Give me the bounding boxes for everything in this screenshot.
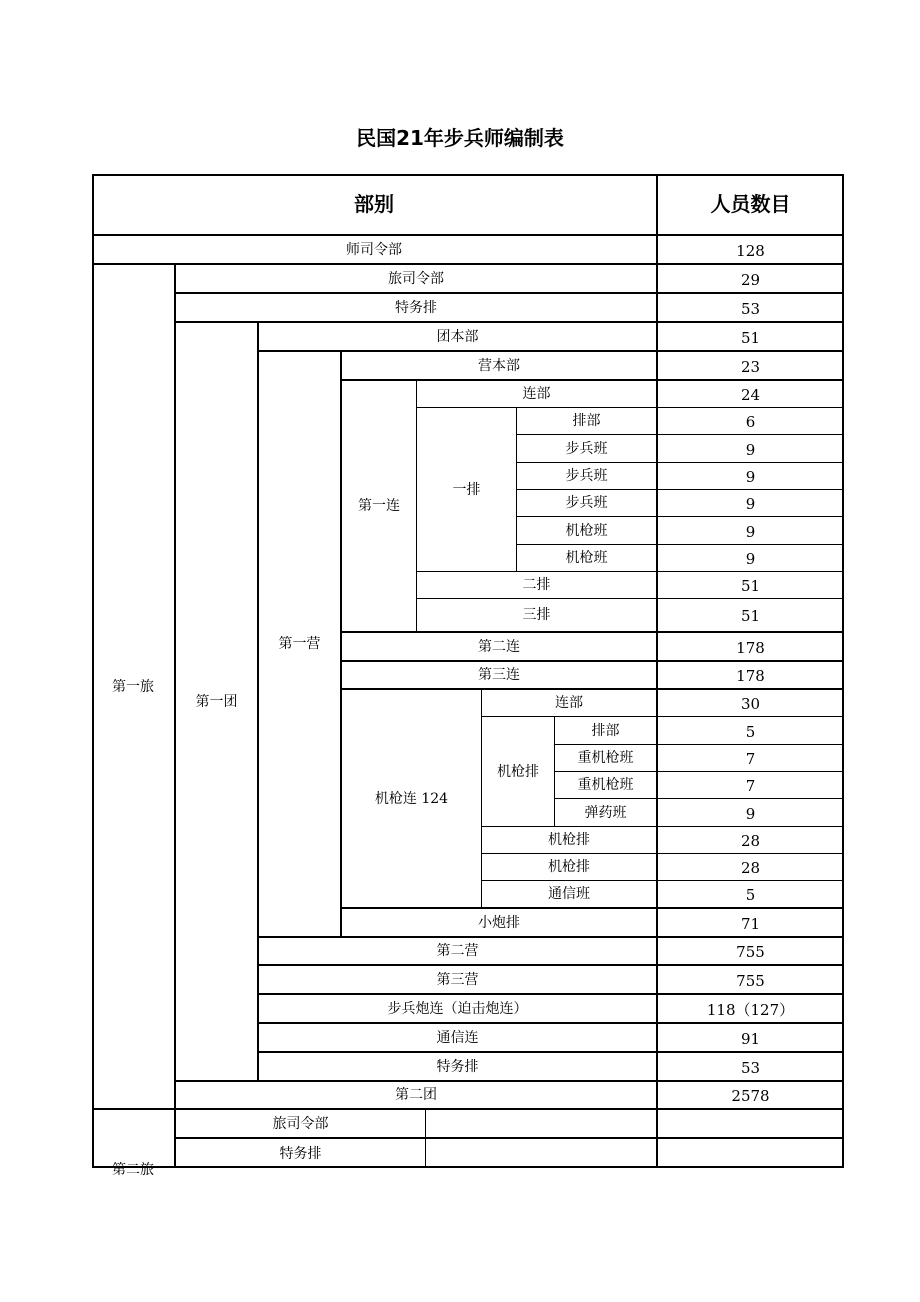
row-count: 29	[658, 265, 844, 294]
row-count: 91	[658, 1024, 844, 1053]
row-label: 机枪排	[482, 854, 658, 881]
row-label: 机枪班	[517, 517, 658, 545]
row-count: 5	[658, 717, 844, 745]
brigade-1-label: 第一旅	[92, 265, 176, 1110]
row-count: 51	[658, 599, 844, 633]
row-label: 机枪班	[517, 545, 658, 572]
row-count: 24	[658, 381, 844, 408]
row-count: 6	[658, 408, 844, 435]
row-count: 118（127）	[658, 995, 844, 1024]
row-label: 机枪排	[482, 827, 658, 854]
row-label: 旅司令部	[176, 1110, 426, 1139]
mg-company-label: 机枪连 124	[342, 690, 482, 909]
row-label: 特务排	[176, 1139, 426, 1168]
row-label: 旅司令部	[176, 265, 658, 294]
platoon-1-label: 一排	[417, 408, 517, 572]
row-label: 步兵班	[517, 490, 658, 517]
row-label: 第二营	[259, 938, 658, 966]
row-label: 连部	[417, 381, 658, 408]
row-count: 7	[658, 745, 844, 772]
row-count: 2578	[658, 1082, 844, 1110]
mg-platoon-label: 机枪排	[482, 717, 555, 827]
row-count: 9	[658, 517, 844, 545]
row-label: 步兵炮连（迫击炮连）	[259, 995, 658, 1024]
row-count: 71	[658, 909, 844, 938]
row-label: 重机枪班	[555, 745, 658, 772]
row-label: 重机枪班	[555, 772, 658, 799]
brigade-2-text: 第二旅	[112, 1162, 154, 1178]
header-count: 人员数目	[658, 174, 844, 236]
row-count: 9	[658, 463, 844, 490]
row-label: 步兵班	[517, 435, 658, 463]
row-label: 第二团	[176, 1082, 658, 1110]
row-count: 9	[658, 490, 844, 517]
row-label: 第三连	[342, 662, 658, 690]
row-count: 23	[658, 352, 844, 381]
row-label: 团本部	[259, 323, 658, 352]
row-label: 营本部	[342, 352, 658, 381]
organization-table	[92, 174, 844, 1178]
row-count: 178	[658, 633, 844, 662]
row-count: 755	[658, 938, 844, 966]
row-count: 9	[658, 545, 844, 572]
row-count: 7	[658, 772, 844, 799]
row-label: 特务排	[176, 294, 658, 323]
row-count: 128	[658, 236, 844, 265]
row-label: 第三营	[259, 966, 658, 995]
row-count: 53	[658, 294, 844, 323]
row-label: 师司令部	[92, 236, 658, 265]
row-label: 弹药班	[555, 799, 658, 827]
row-blank	[426, 1139, 658, 1168]
company-1-label: 第一连	[342, 381, 417, 633]
row-label: 三排	[417, 599, 658, 633]
row-count: 28	[658, 827, 844, 854]
brigade-2-label	[92, 1110, 176, 1178]
row-label: 通信连	[259, 1024, 658, 1053]
row-count	[658, 1139, 844, 1168]
row-count: 9	[658, 799, 844, 827]
row-count: 28	[658, 854, 844, 881]
row-count: 51	[658, 572, 844, 599]
row-label: 特务排	[259, 1053, 658, 1082]
row-label: 第二连	[342, 633, 658, 662]
row-label: 排部	[517, 408, 658, 435]
row-label: 排部	[555, 717, 658, 745]
regiment-1-label: 第一团	[176, 323, 259, 1082]
row-count: 755	[658, 966, 844, 995]
row-label: 连部	[482, 690, 658, 717]
row-count: 30	[658, 690, 844, 717]
header-unit: 部别	[92, 174, 658, 236]
row-label: 步兵班	[517, 463, 658, 490]
row-label: 二排	[417, 572, 658, 599]
row-count: 178	[658, 662, 844, 690]
row-count: 5	[658, 881, 844, 909]
page-title: 民国21年步兵师编制表	[356, 126, 564, 150]
row-blank	[426, 1110, 658, 1139]
row-count: 9	[658, 435, 844, 463]
row-count: 51	[658, 323, 844, 352]
row-label: 小炮排	[342, 909, 658, 938]
row-label: 通信班	[482, 881, 658, 909]
battalion-1-label: 第一营	[259, 352, 342, 938]
row-count	[658, 1110, 844, 1139]
row-count: 53	[658, 1053, 844, 1082]
